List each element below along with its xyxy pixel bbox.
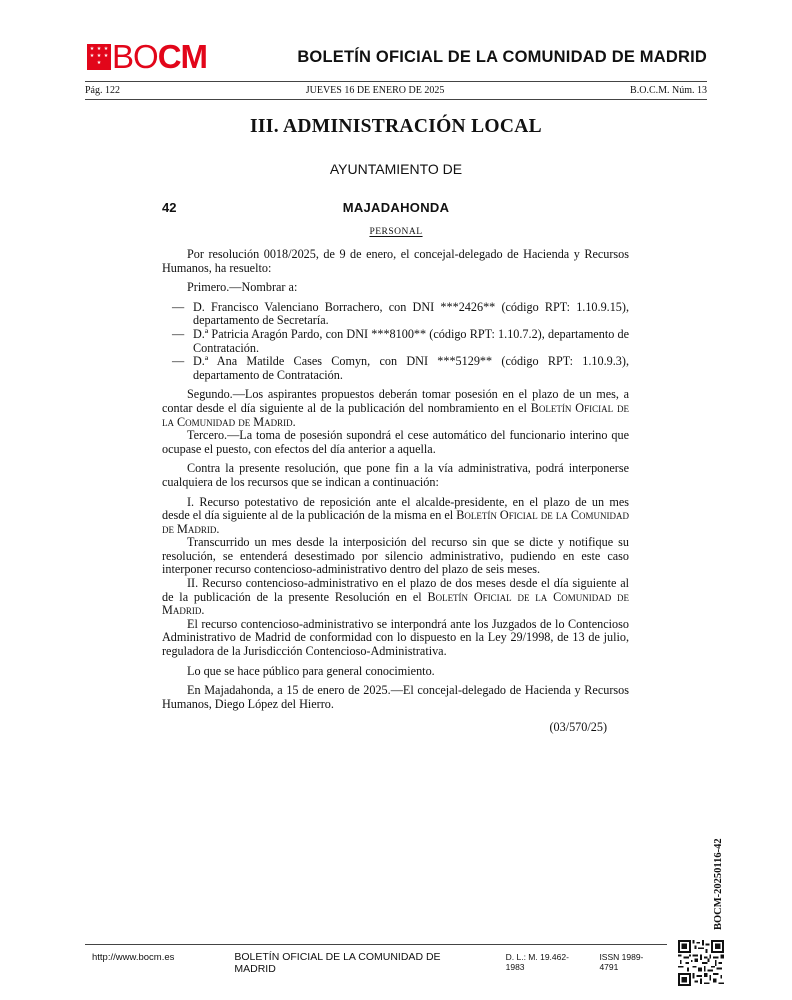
- header-divider: [85, 81, 707, 82]
- section-title: III. ADMINISTRACIÓN LOCAL: [250, 116, 542, 137]
- bulletin-title: BOLETÍN OFICIAL DE LA COMUNIDAD DE MADRID: [297, 48, 707, 66]
- paragraph: Tercero.—La toma de posesión supondrá el cese automático del funcionario interino que ocupase el puesto, con efectos del día anterior a aquella.: [162, 428, 629, 456]
- list-item: — D. Francisco Valenciano Borrachero, con DNI ***2426** (código RPT: 1.10.9.15), departamento de Secretaría.: [162, 301, 629, 328]
- madrid-stars-icon: ★ ★ ★ ★ ★ ★ ★: [87, 44, 111, 70]
- dash-bullet: —: [172, 326, 185, 341]
- reference-code: (03/570/25): [549, 720, 607, 735]
- footer: [92, 951, 662, 975]
- body-name: AYUNTAMIENTO DE: [329, 161, 463, 177]
- entry-number: 42: [162, 200, 177, 215]
- issue-number: B.O.C.M. Núm. 13: [630, 85, 707, 96]
- paragraph: El recurso contencioso-administrativo se interpondrá ante los Juzgados de lo Contencioso Administrativo de Madrid de conformidad con lo dispuesto en la Ley 29/1998, de 13 de julio, reguladora de la Jurisdicción Contencioso-Administrativa.: [162, 616, 629, 659]
- dash-bullet: —: [172, 354, 185, 369]
- list-item: — D.ª Ana Matilde Cases Comyn, con DNI ***5129** (código RPT: 1.10.9.3), departamento de Contratación.: [162, 355, 629, 382]
- page-number: Pág. 122: [85, 85, 120, 96]
- legal-deposit: D. L.: M. 19.462-1983: [505, 952, 569, 972]
- paragraph: Lo que se hace público para general conocimiento.: [187, 663, 435, 678]
- bulletin-reference: Boletín Oficial de la Comunidad de Madrid: [162, 508, 630, 536]
- subject: PERSONAL: [369, 227, 423, 237]
- paragraph: Segundo.—Los aspirantes propuestos deberán tomar posesión en el plazo de un mes, a contar desde el día siguiente al de la publicación del nombramiento en el Boletín Oficial de la Comunidad de Madrid.: [162, 387, 629, 429]
- paragraph: Por resolución 0018/2025, de 9 de enero, el concejal-delegado de Hacienda y Recursos Humanos, ha resuelto:: [162, 247, 629, 275]
- paragraph: Transcurrido un mes desde la interposición del recurso sin que se dicte y notifique su resolución, se entenderá desestimado por silencio administrativo, pudiendo en este caso interponer recurso contencioso-administrativo dentro del plazo de seis meses.: [162, 535, 629, 577]
- bulletin-reference: Boletín Oficial de la Comunidad de Madrid: [162, 400, 629, 429]
- footer-divider: [85, 944, 667, 945]
- footer-title: BOLETÍN OFICIAL DE LA COMUNIDAD DE MADRID: [234, 951, 441, 975]
- bulletin-reference: Boletín Oficial de la Comunidad de Madrid: [162, 589, 629, 618]
- dash-bullet: —: [172, 299, 185, 314]
- qr-code-icon: [678, 940, 724, 986]
- municipality: MAJADAHONDA: [342, 200, 450, 215]
- document-code: BOCM-20250116-42: [713, 838, 724, 930]
- issue-date: JUEVES 16 DE ENERO DE 2025: [305, 85, 445, 96]
- logo-text: BOCM: [112, 38, 208, 75]
- issue-info: [85, 85, 707, 96]
- bocm-logo: [87, 38, 208, 75]
- website-link[interactable]: http://www.bocm.es: [92, 952, 175, 963]
- issn: ISSN 1989-4791: [599, 952, 644, 972]
- paragraph: I. Recurso potestativo de reposición ante el alcalde-presidente, en el plazo de un mes desde el día siguiente al de la publicación de la misma en el Boletín Oficial de la Comunidad de Madrid.: [162, 494, 630, 536]
- paragraph: II. Recurso contencioso-administrativo en el plazo de dos meses desde el día siguiente al de la publicación de la presente Resolución en el Boletín Oficial de la Comunidad de Madrid.: [162, 576, 629, 618]
- signature-paragraph: En Majadahonda, a 15 de enero de 2025.—El concejal-delegado de Hacienda y Recursos Humanos, Diego López del Hierro.: [162, 683, 629, 711]
- paragraph: Contra la presente resolución, que pone fin a la vía administrativa, podrá interponerse cualquiera de los recursos que se indican a continuación:: [162, 461, 629, 489]
- subheader-divider: [85, 99, 707, 100]
- list-item: — D.ª Patricia Aragón Pardo, con DNI ***8100** (código RPT: 1.10.7.2), departamento de Contratación.: [162, 328, 629, 355]
- announcement-body: [162, 248, 629, 735]
- paragraph: Primero.—Nombrar a:: [187, 280, 298, 295]
